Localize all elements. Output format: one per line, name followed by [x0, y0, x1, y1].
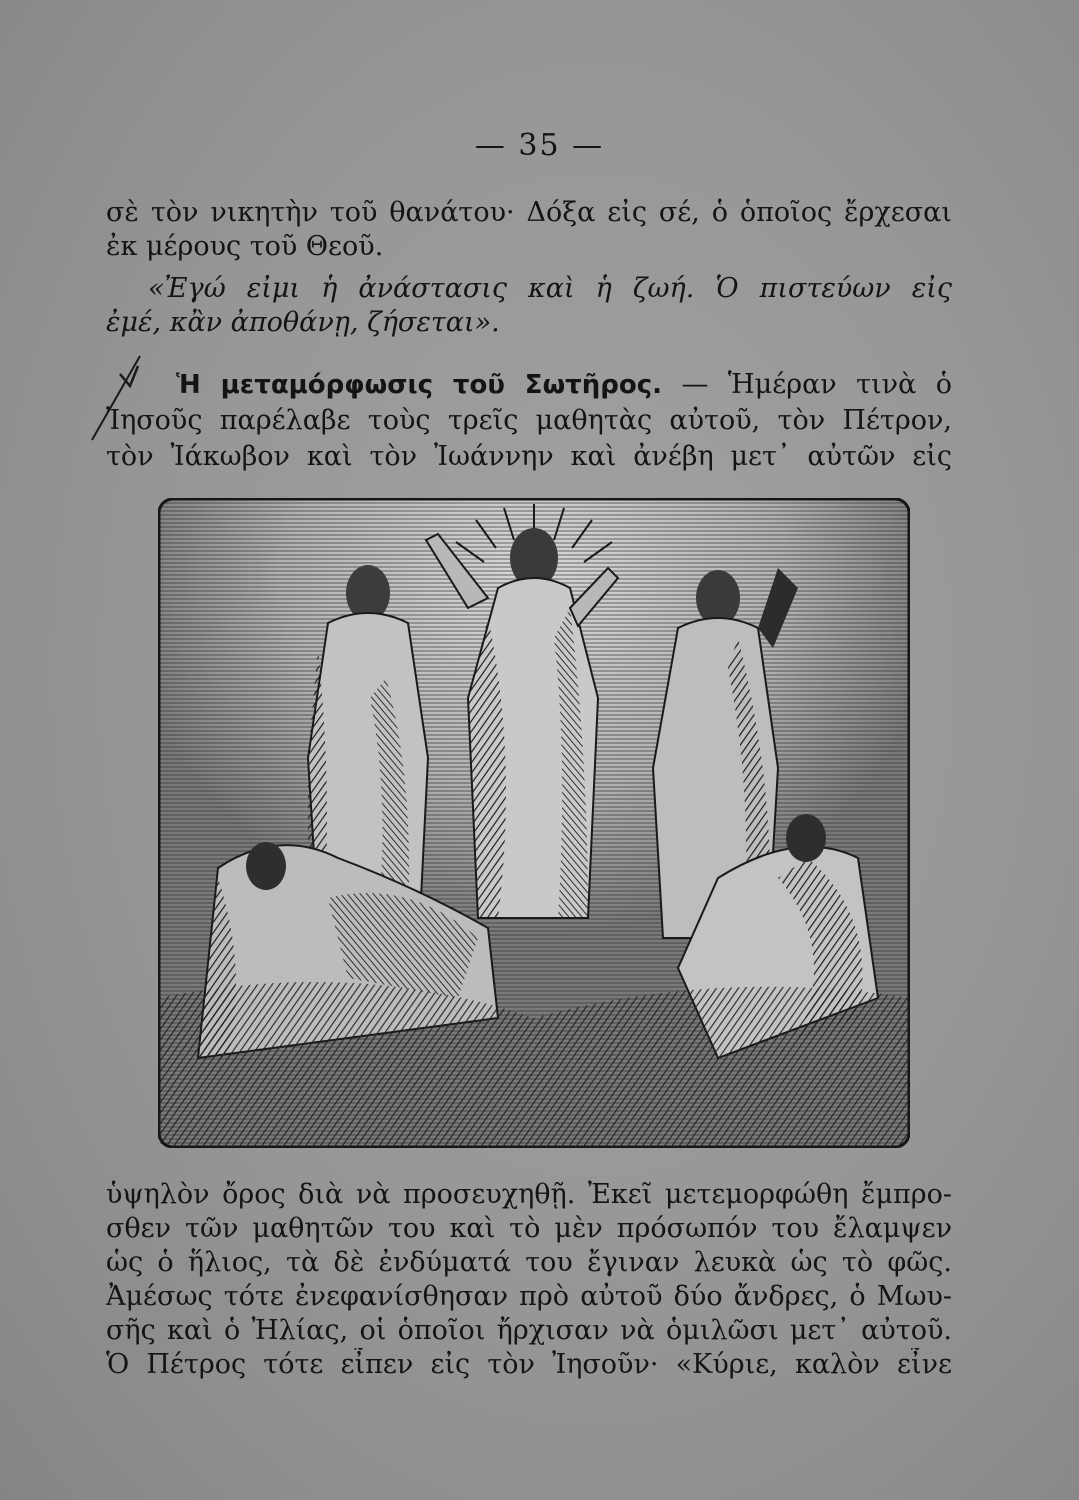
section-heading-continuation: — Ἡμέραν τινὰ ὁ	[681, 369, 952, 400]
quote-line-1: «Ἐγώ εἰμι ἡ ἀνάστασις καὶ ἡ ζωή. Ὁ πιστεύων εἰς	[148, 273, 952, 304]
text-line-8: ὑψηλὸν ὄρος διὰ νὰ προσευχηθῇ. Ἐκεῖ μετεμορφώθη ἔμπρο-	[106, 1179, 952, 1210]
section-heading: Ἡ μεταμόρφωσις τοῦ Σωτῆρος.	[176, 370, 663, 400]
text-line-7: τὸν Ἰάκωβον καὶ τὸν Ἰωάννην καὶ ἀνέβη μετ᾽ αὐτῶν εἰς	[106, 441, 952, 472]
text-line-9: σθεν τῶν μαθητῶν του καὶ τὸ μὲν πρόσωπόν του ἔλαμψεν	[106, 1213, 952, 1244]
page-number: — 35 —	[474, 128, 605, 163]
section-heading-line	[176, 368, 952, 402]
quote-line-2: ἐμέ, κἂν ἀποθάνῃ, ζήσεται».	[106, 307, 500, 338]
transfiguration-engraving	[158, 498, 910, 1148]
text-line-12: σῆς καὶ ὁ Ἠλίας, οἱ ὁποῖοι ἤρχισαν νὰ ὁμιλῶσι μετ᾽ αὐτοῦ.	[106, 1315, 952, 1346]
text-line-13: Ὁ Πέτρος τότε εἶπεν εἰς τὸν Ἰησοῦν· «Κύριε, καλὸν εἶνε	[106, 1349, 952, 1380]
text-line-1: σὲ τὸν νικητὴν τοῦ θανάτου· Δόξα εἰς σέ, ὁ ὁποῖος ἔρχεσαι	[106, 197, 952, 228]
text-line-2: ἐκ μέρους τοῦ Θεοῦ.	[106, 231, 384, 262]
text-line-11: Ἀμέσως τότε ἐνεφανίσθησαν πρὸ αὐτοῦ δύο ἄνδρες, ὁ Μωυ-	[106, 1281, 952, 1312]
text-line-10: ὡς ὁ ἥλιος, τὰ δὲ ἐνδύματά του ἔγιναν λευκὰ ὡς τὸ φῶς.	[106, 1247, 952, 1278]
text-line-6: Ἰησοῦς παρέλαβε τοὺς τρεῖς μαθητὰς αὐτοῦ, τὸν Πέτρον,	[106, 405, 952, 436]
